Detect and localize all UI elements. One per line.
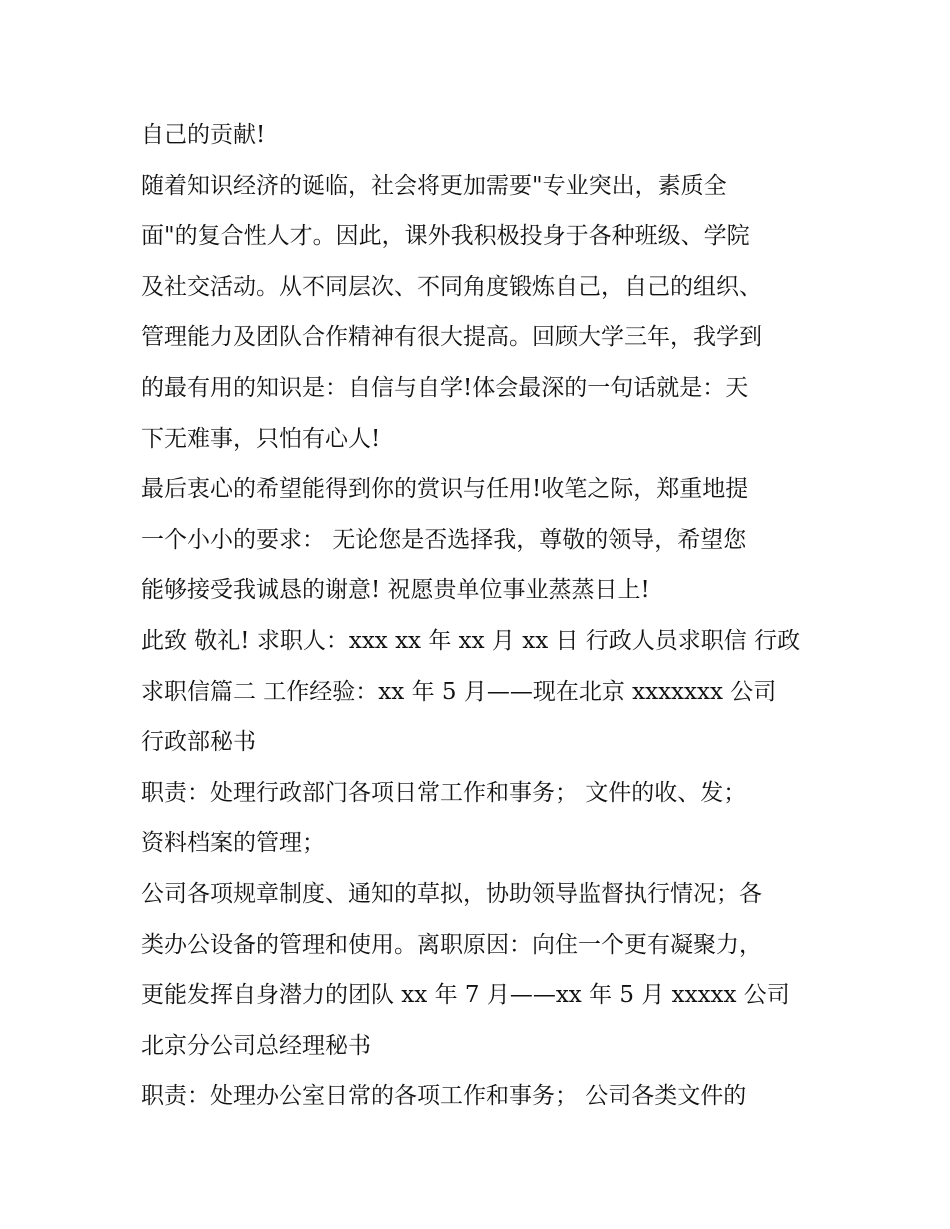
text-line: 职责：处理行政部门各项日常工作和事务； 文件的收、发； (141, 779, 747, 806)
text-line: 能够接受我诚恳的谢意! 祝愿贵单位事业蒸蒸日上! (141, 577, 650, 604)
text-line: 一个小小的要求： 无论您是否选择我，尊敬的领导，希望您 (141, 526, 747, 553)
text-line: 下无难事，只怕有心人! (141, 425, 381, 452)
text-line: 职责：处理办公室日常的各项工作和事务； 公司各类文件的 (141, 1083, 747, 1110)
text-line: 管理能力及团队合作精神有很大提高。回顾大学三年，我学到 (141, 324, 762, 351)
text-line: 面"的复合性人才。因此，课外我积极投身于各种班级、学院 (141, 223, 750, 250)
text-line: 求职信篇二 工作经验：xx 年 5 月——现在北京 xxxxxxx 公司 (141, 678, 777, 705)
document-body (141, 110, 821, 1122)
text-line: 的最有用的知识是：自信与自学!体会最深的一句话就是：天 (141, 374, 749, 401)
text-line: 北京分公司总经理秘书 (141, 1032, 371, 1059)
text-line: 资料档案的管理； (141, 830, 325, 857)
text-line: 自己的贡献! (141, 122, 266, 148)
text-line: 随着知识经济的诞临，社会将更加需要"专业突出，素质全 (141, 172, 727, 199)
text-line: 公司各项规章制度、通知的草拟，协助领导监督执行情况；各 (141, 880, 762, 907)
text-line: 更能发挥自身潜力的团队 xx 年 7 月——xx 年 5 月 xxxxx 公司 (141, 982, 790, 1009)
text-line: 及社交活动。从不同层次、不同角度锻炼自己，自己的组织、 (141, 273, 762, 300)
text-line: 类办公设备的管理和使用。离职原因：向住一个更有凝聚力， (141, 931, 762, 958)
text-line: 行政部秘书 (141, 729, 256, 756)
text-line: 此致 敬礼! 求职人：xxx xx 年 xx 月 xx 日 行政人员求职信 行政 (141, 627, 801, 654)
text-line: 最后衷心的希望能得到你的赏识与任用!收笔之际，郑重地提 (141, 476, 749, 503)
